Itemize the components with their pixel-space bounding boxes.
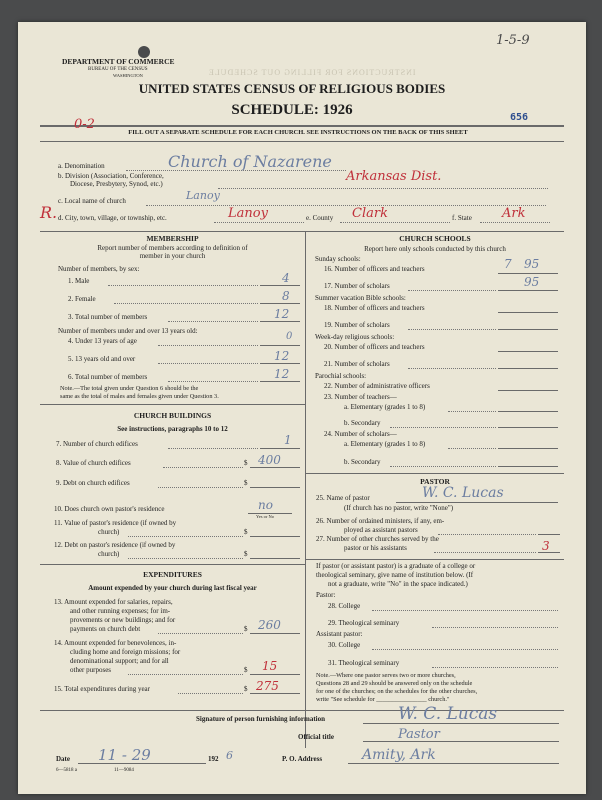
answer-line [250, 467, 300, 468]
sunday-officers-value-b: 95 [524, 257, 540, 271]
leader [163, 467, 243, 468]
pastor-heading: PASTOR [420, 477, 450, 486]
q14-label-2: cluding home and foreign missions; for [70, 648, 181, 656]
q10-label: 10. Does church own pastor's residence [54, 505, 165, 513]
q21-label: 21. Number of scholars [324, 360, 390, 368]
denomination-value: Church of Nazarene [168, 152, 332, 171]
census-schedule-page [18, 22, 586, 794]
divider [40, 231, 564, 232]
title-line [363, 741, 559, 742]
q22-label: 22. Number of administrative officers [324, 382, 430, 390]
corner-date-handwritten: 1-5-9 [496, 33, 530, 48]
leader [158, 345, 258, 346]
bureau-label: BUREAU OF THE CENSUS [88, 67, 148, 72]
date-label: Date [56, 755, 70, 763]
under13-value: 0 [286, 331, 293, 342]
answer-line [250, 674, 300, 675]
date-value: 11 - 29 [98, 746, 151, 764]
official-title-label: Official title [298, 733, 334, 741]
answer-line [250, 633, 300, 634]
answer-line [498, 290, 558, 291]
leader [158, 487, 243, 488]
q26-label: 26. Number of ordained ministers, if any, em- [316, 517, 445, 525]
fill-line [146, 205, 546, 206]
schools-heading: CHURCH SCHOOLS [399, 234, 471, 243]
q29-label: 29. Theological seminary [328, 619, 400, 627]
divider [40, 141, 564, 142]
other-churches-value: 3 [542, 539, 550, 553]
total-expenditures-value: 275 [256, 679, 279, 693]
answer-line [498, 329, 558, 330]
answer-line [260, 321, 300, 322]
weekday-label: Week-day religious schools: [315, 333, 395, 341]
form-number: 11—9084 [114, 768, 134, 773]
address-label: P. O. Address [282, 755, 323, 763]
leader [408, 329, 496, 330]
q8-label: 8. Value of church edifices [56, 459, 131, 467]
fill-line [432, 667, 558, 668]
graduate-instruction: theological seminary, give name of institution below. (If [316, 571, 474, 579]
q19-label: 19. Number of scholars [324, 321, 390, 329]
q13-label-2: and other running expenses; for im- [70, 607, 171, 615]
number-stamp: 656 [510, 112, 529, 123]
address-line [348, 763, 559, 764]
q13-label-4: payments on church debt [70, 625, 141, 633]
fill-line [432, 627, 558, 628]
q14-label-4: other purposes [70, 666, 112, 674]
schools-sub: Report here only schools conducted by this church [364, 245, 506, 253]
pastor-note: Note.—Where one pastor serves two or more churches, [316, 672, 456, 679]
q27-label: 27. Number of other churches served by the [316, 535, 439, 543]
fill-line [372, 610, 558, 611]
year-digit-value: 6 [226, 749, 233, 762]
show-through-text: INSTRUCTIONS FOR FILLING OUT SCHEDULE [208, 68, 416, 77]
q30-label: 30. College [328, 641, 361, 649]
fill-line [340, 222, 450, 223]
dollar-sign: $ [244, 459, 248, 467]
q5-label: 5. 13 years old and over [68, 355, 136, 363]
dollar-sign: $ [244, 528, 248, 536]
over13-value: 12 [274, 349, 290, 363]
q23b-label: b. Secondary [344, 419, 381, 427]
total-members-value: 12 [274, 307, 290, 321]
official-title-value: Pastor [398, 727, 440, 742]
membership-heading: MEMBERSHIP [146, 234, 199, 243]
answer-line [260, 381, 300, 382]
q14-label-3: denominational support; and for all [70, 657, 169, 665]
total-by-age-value: 12 [274, 367, 290, 381]
answer-line [250, 558, 300, 559]
leader [390, 427, 496, 428]
sunday-label: Sunday schools: [315, 255, 361, 263]
divider [305, 473, 564, 474]
graduate-instruction: If pastor (or assistant pastor) is a graduate of a college or [316, 562, 476, 570]
leader [390, 466, 496, 467]
q24b-label: b. Secondary [344, 458, 381, 466]
membership-note: same as the total of males and females given under Question 3. [60, 393, 219, 400]
by-sex-label: Number of members, by sex: [58, 265, 140, 273]
answer-line [260, 285, 300, 286]
edifices-value: 1 [284, 433, 292, 447]
column-divider [305, 231, 306, 748]
q25-label: 25. Name of pastor [316, 494, 370, 502]
q28-label: 28. College [328, 602, 361, 610]
q20-label: 20. Number of officers and teachers [324, 343, 425, 351]
parochial-label: Parochial schools: [315, 372, 367, 380]
county-value: Clark [352, 206, 388, 221]
pastor-note: write "See schedule for ________________ church." [316, 696, 450, 703]
q6-label: 6. Total number of members [68, 373, 148, 381]
buildings-heading: CHURCH BUILDINGS [133, 411, 212, 420]
membership-note: Note.—The total given under Question 6 should be the [60, 385, 199, 392]
year-label: 192 [208, 755, 219, 763]
county-label: e. County [306, 214, 334, 222]
answer-line [250, 536, 300, 537]
fill-line [372, 649, 558, 650]
graduate-instruction: not a graduate, write "No" in the space indicated.) [328, 580, 468, 588]
department-label: DEPARTMENT OF COMMERCE [62, 57, 175, 66]
pastor-label: Pastor: [316, 591, 336, 599]
leader [178, 693, 243, 694]
city-label: WASHINGTON [113, 73, 143, 78]
q16-label: 16. Number of officers and teachers [324, 265, 425, 273]
city-label: d. City, town, village, or township, etc. [58, 214, 167, 222]
signature-value: W. C. Lucas [398, 704, 498, 724]
q13-label-3: provements or new buildings; and for [70, 616, 176, 624]
leader [128, 558, 243, 559]
q12-label-2: church) [98, 550, 120, 558]
fill-line [214, 222, 304, 223]
leader [158, 363, 258, 364]
male-value: 4 [282, 271, 290, 285]
salaries-value: 260 [258, 618, 281, 632]
q3-label: 3. Total number of members [68, 313, 148, 321]
benevolences-value: 15 [262, 659, 278, 673]
leader [158, 633, 243, 634]
q15-label: 15. Total expenditures during year [54, 685, 150, 693]
answer-line [260, 363, 300, 364]
leader [408, 368, 496, 369]
state-label: f. State [452, 214, 472, 222]
pastor-note: Questions 28 and 29 should be answered only on the schedule [316, 680, 473, 687]
leader [168, 321, 258, 322]
q26-label-2: ployed as assistant pastors [344, 526, 418, 534]
city-value: Lanoy [228, 206, 268, 221]
leader [438, 534, 536, 535]
membership-sub: Report number of members according to definition of [97, 244, 248, 252]
expenditures-heading: EXPENDITURES [143, 570, 202, 579]
instruction-line: FILL OUT A SEPARATE SCHEDULE FOR EACH CHURCH. SEE INSTRUCTIONS ON THE BACK OF THIS SHEET [128, 129, 468, 136]
denomination-label: a. Denomination [58, 162, 105, 170]
signature-label: Signature of person furnishing information [196, 715, 325, 723]
fill-line [480, 222, 550, 223]
answer-line [498, 368, 558, 369]
leader [434, 552, 536, 553]
division-label: b. Division (Association, Conference, [58, 172, 164, 180]
answer-line [250, 693, 300, 694]
q13-label: 13. Amount expended for salaries, repairs, [54, 598, 173, 606]
q11-label: 11. Value of pastor's residence (if owned by [54, 519, 177, 527]
answer-line [260, 345, 300, 346]
answer-line [396, 502, 558, 503]
q27-label-2: pastor or his assistants [344, 544, 407, 552]
divider [40, 404, 305, 405]
answer-line [498, 466, 558, 467]
q2-label: 2. Female [68, 295, 96, 303]
answer-line [260, 448, 300, 449]
q14-label: 14. Amount expended for benevolences, in- [54, 639, 177, 647]
q11-label-2: church) [98, 528, 120, 536]
divider [40, 564, 305, 565]
summer-label: Summer vacation Bible schools: [315, 294, 406, 302]
q17-label: 17. Number of scholars [324, 282, 390, 290]
red-code-handwritten: 0-2 [74, 117, 95, 132]
local-name-value: Lanoy [186, 189, 220, 202]
buildings-sub: See instructions, paragraphs 10 to 12 [117, 425, 228, 433]
q18-label: 18. Number of officers and teachers [324, 304, 425, 312]
leader [408, 290, 496, 291]
answer-line [498, 411, 558, 412]
address-value: Amity, Ark [362, 747, 436, 763]
q23a-label: a. Elementary (grades 1 to 8) [344, 403, 426, 411]
leader [448, 448, 496, 449]
answer-line [260, 303, 300, 304]
sunday-scholars-value: 95 [524, 275, 540, 289]
female-value: 8 [282, 289, 290, 303]
form-title: UNITED STATES CENSUS OF RELIGIOUS BODIES [138, 81, 446, 96]
divider [305, 559, 564, 560]
by-age-label: Number of members under and over 13 years old: [58, 327, 198, 335]
assistant-label: Assistant pastor: [316, 630, 363, 638]
dollar-sign: $ [244, 666, 248, 674]
leader [168, 381, 258, 382]
red-mark-handwritten: R. [40, 203, 58, 222]
dollar-sign: $ [244, 625, 248, 633]
q9-label: 9. Debt on church edifices [56, 479, 130, 487]
membership-sub: member in your church [139, 252, 206, 260]
q24-label: 24. Number of scholars— [324, 430, 397, 438]
dollar-sign: $ [244, 479, 248, 487]
leader [128, 536, 243, 537]
leader [108, 285, 258, 286]
leader [114, 303, 258, 304]
leader [128, 674, 243, 675]
pastor-note: for one of the churches; on the schedules for the other churches, [316, 688, 478, 695]
q25-hint: (If church has no pastor, write "None") [344, 504, 454, 512]
sunday-officers-value: 7 [504, 257, 512, 271]
divider [40, 125, 564, 127]
pastor-name-value: W. C. Lucas [422, 485, 504, 501]
leader [448, 411, 496, 412]
yes-no-hint: Yes or No [256, 514, 275, 519]
answer-line [498, 312, 558, 313]
q31-label: 31. Theological seminary [328, 659, 400, 667]
division-label-2: Diocese, Presbytery, Synod, etc.) [70, 180, 163, 188]
answer-line [498, 390, 558, 391]
answer-line [498, 351, 558, 352]
fill-line [218, 188, 548, 189]
answer-line [498, 427, 558, 428]
answer-line [250, 487, 300, 488]
q7-label: 7. Number of church edifices [56, 440, 138, 448]
local-name-label: c. Local name of church [58, 197, 126, 205]
schedule-title: SCHEDULE: 1926 [231, 102, 353, 118]
answer-line [538, 534, 560, 535]
dollar-sign: $ [244, 550, 248, 558]
division-value: Arkansas Dist. [346, 169, 442, 184]
leader [168, 448, 258, 449]
q23-label: 23. Number of teachers— [324, 393, 397, 401]
edifice-value-amount: 400 [258, 453, 281, 467]
q4-label: 4. Under 13 years of age [68, 337, 137, 345]
answer-line [498, 273, 558, 274]
pastor-residence-value: no [258, 498, 273, 512]
answer-line [498, 448, 558, 449]
dollar-sign: $ [244, 685, 248, 693]
form-number: 6—5818 a [56, 768, 77, 773]
q1-label: 1. Male [68, 277, 90, 285]
state-value: Ark [502, 206, 526, 221]
q12-label: 12. Debt on pastor's residence (if owned by [54, 541, 176, 549]
q24a-label: a. Elementary (grades 1 to 8) [344, 440, 426, 448]
expenditures-sub: Amount expended by your church during last fiscal year [88, 584, 257, 592]
